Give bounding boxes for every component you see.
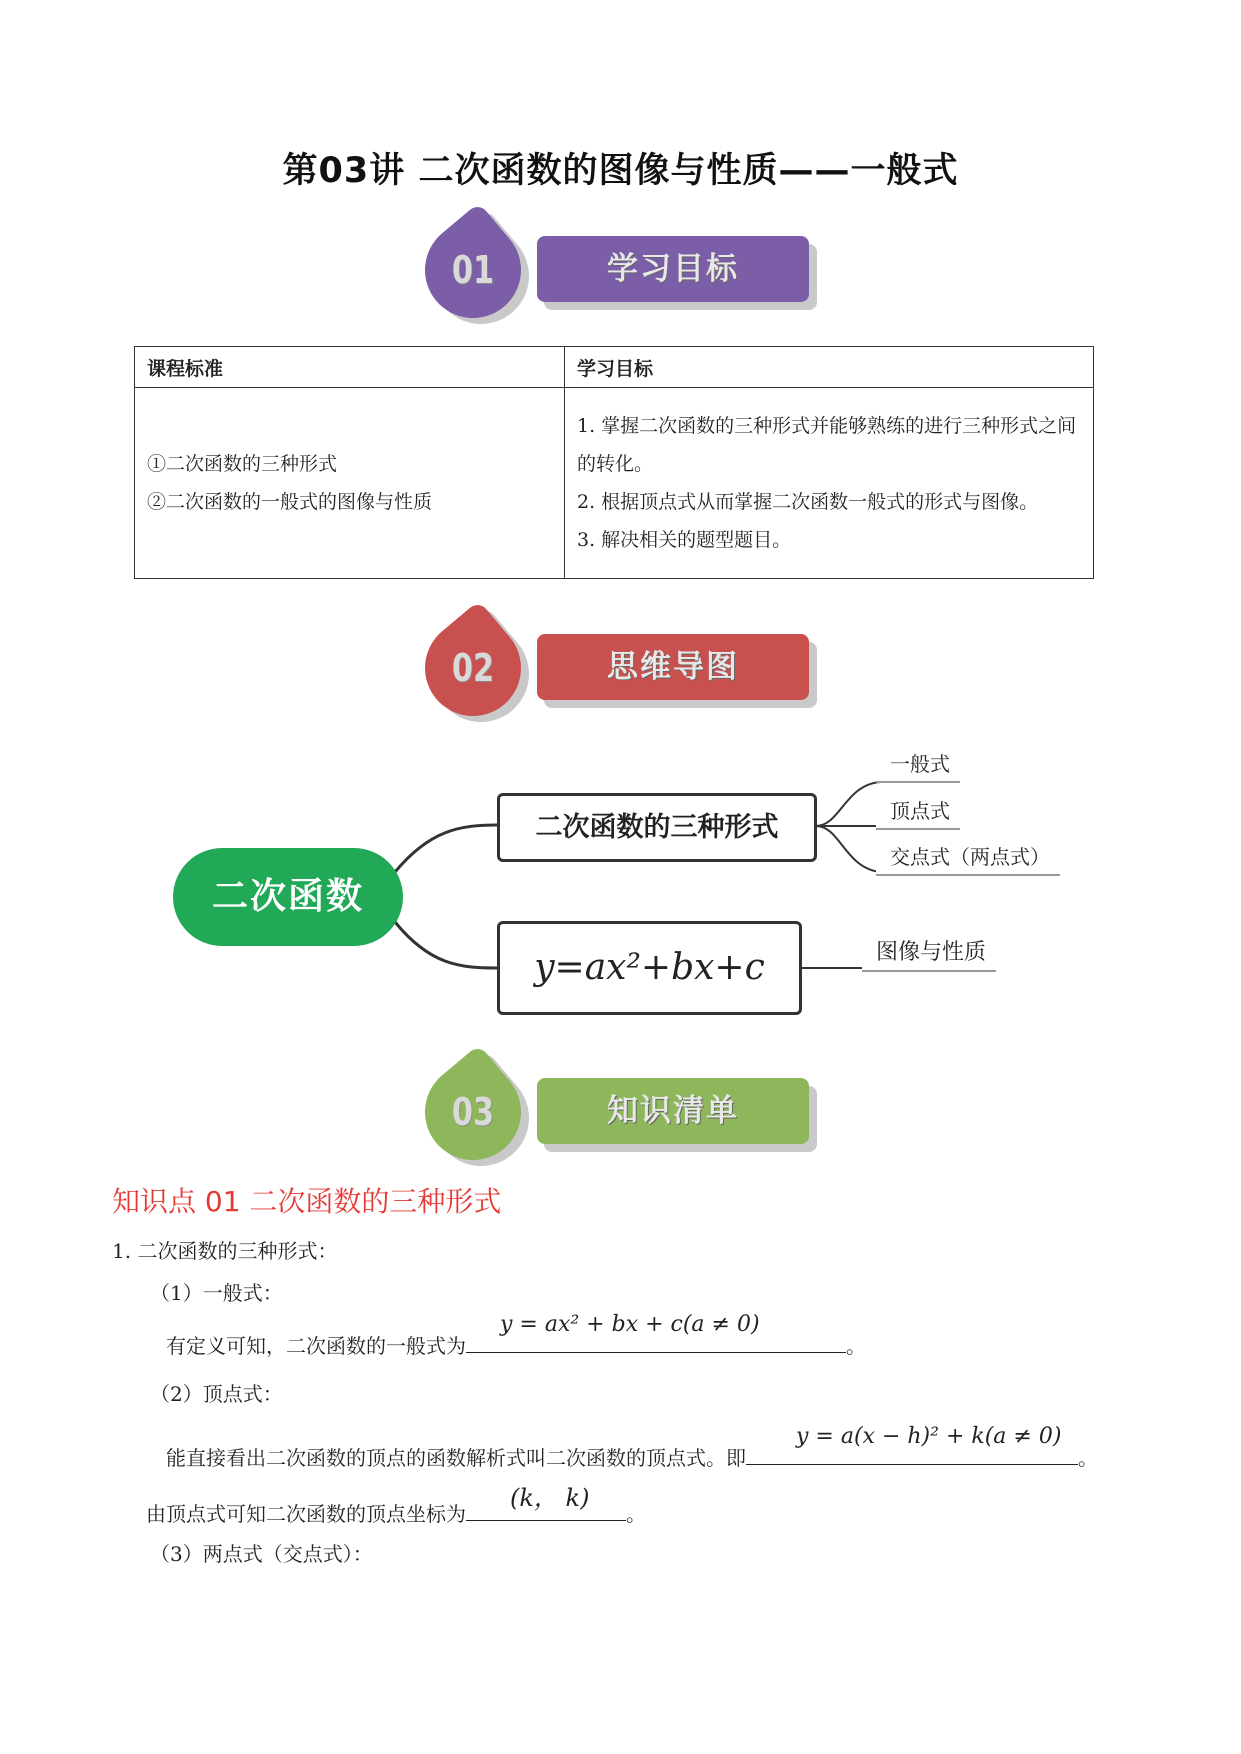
knowledge-point-heading: 知识点 01 二次函数的三种形式 — [112, 1185, 502, 1218]
standard-item: ②二次函数的一般式的图像与性质 — [147, 491, 433, 513]
goal-item: 3. 解决相关的题型题目。 — [577, 529, 792, 551]
vertex-coordinate-line — [146, 1484, 646, 1527]
section-label: 思维导图 — [607, 649, 739, 685]
vertex-form-answer: y = a(x − h)² + k(a ≠ 0) — [796, 1424, 1062, 1449]
section-label: 学习目标 — [607, 251, 739, 287]
page-title: 第03讲 二次函数的图像与性质——一般式 — [282, 151, 959, 191]
mindmap-branch-forms — [497, 793, 817, 862]
section-number: 02 — [451, 646, 495, 690]
section-number: 03 — [451, 1090, 495, 1134]
sentence-end: 。 — [626, 1502, 646, 1526]
item-heading: 1. 二次函数的三种形式： — [112, 1239, 338, 1263]
vertex-coordinate-answer: (k， k) — [510, 1484, 590, 1512]
general-form-answer: y = ax² + bx + c(a ≠ 0) — [500, 1312, 760, 1337]
mindmap-leaf-vertex: 顶点式 — [876, 795, 960, 830]
blank-fill — [746, 1424, 1078, 1465]
section-banner-knowledge — [425, 1064, 845, 1164]
sentence-end: 。 — [1078, 1446, 1098, 1470]
standard-item: ①二次函数的三种形式 — [147, 453, 338, 475]
vertex-form-text: 能直接看出二次函数的顶点的函数解析式叫二次函数的顶点式。即 — [166, 1446, 746, 1470]
mindmap-root: 二次函数 — [173, 848, 403, 946]
sentence-end: 。 — [846, 1334, 866, 1358]
blank-fill — [466, 1312, 846, 1353]
table-header-standards: 课程标准 — [135, 347, 565, 388]
branch-label: 二次函数的三种形式 — [535, 812, 779, 843]
section-label: 知识清单 — [607, 1093, 739, 1129]
sub-heading-intercept: （3）两点式（交点式）： — [150, 1542, 373, 1566]
goal-item: 2. 根据顶点式从而掌握二次函数一般式的形式与图像。 — [577, 491, 1039, 513]
blank-fill — [466, 1484, 626, 1521]
mindmap-leaf-graph: 图像与性质 — [862, 935, 996, 972]
section-number: 01 — [451, 248, 495, 292]
general-form-text: 有定义可知，二次函数的一般式为 — [166, 1334, 466, 1358]
mindmap-leaf-general: 一般式 — [876, 748, 960, 783]
general-form-formula: y=ax²+bx+c — [534, 947, 765, 988]
vertex-form-line — [166, 1424, 1098, 1471]
table-header-goals: 学习目标 — [565, 347, 1094, 388]
vertex-coordinate-text: 由顶点式可知二次函数的顶点坐标为 — [146, 1502, 466, 1526]
goal-item: 1. 掌握二次函数的三种形式并能够熟练的进行三种形式之间的转化。 — [577, 415, 1077, 475]
mindmap-branch-formula — [497, 921, 802, 1015]
mindmap-leaf-intercept: 交点式（两点式） — [876, 841, 1060, 876]
sub-heading-general: （1）一般式： — [150, 1281, 283, 1305]
general-form-line — [166, 1312, 866, 1359]
sub-heading-vertex: （2）顶点式： — [150, 1382, 283, 1406]
